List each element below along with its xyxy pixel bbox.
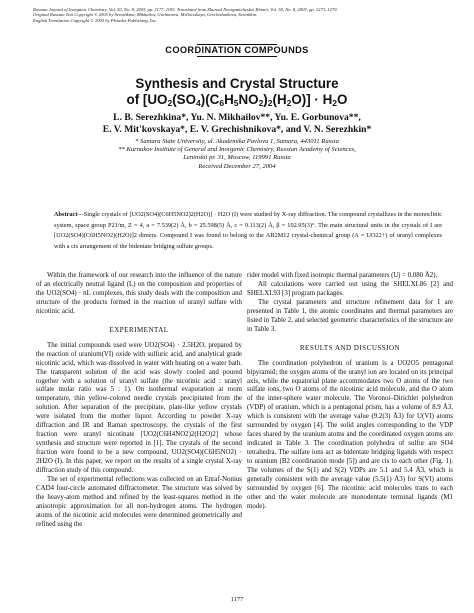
paper-title-line-1: Synthesis and Crystal Structure xyxy=(135,76,339,91)
authors xyxy=(0,112,474,135)
page-number: 1177 xyxy=(230,596,244,603)
intro-paragraph: Within the framework of our research into the influence of the nature of an electrically neutral ligand (L) on the composition and properties of the UO2(SO4) · nL complexes, this study deals with the composition and structure of the products formed in the reaction of uranyl sulfate with nicotinic acid. xyxy=(36,272,242,315)
right-column xyxy=(247,272,453,512)
section-kind: COORDINATION COMPOUNDS xyxy=(165,45,309,55)
journal-header-line-1: Russian Journal of Inorganic Chemistry, Vol. 50, No. 8, 2005, pp. 1177–1183. Translated from Zhurnal Neorganicheskoi Khimii, Vol. 50, No. 8, 2005, pp. 1273–1279. xyxy=(33,7,338,12)
experimental-paragraph-2: The set of experimental reflections was collected on an Enraf-Nonius CAD4 four-circle automated diffractometer. The structure was solved by the heavy-atom method and refined by the least-squares method in the anisotropic approximation for all non-hydrogen atoms. The hydrogen atoms of the nicotinic acid molecules were determined geometrically and refined using the xyxy=(36,476,242,528)
results-paragraph: The coordination polyhedron of uranium is a UO2O5 pentagonal bipyramid; the oxygen atoms of the uranyl ion are located on its principal axis, while the equatorial plane accommodates two O atoms of the two sulfate ions, two O atoms of the nicotinic acid molecule, and the O atom of the inner-sphere water molecule. The Voronoi–Dirichlet polyhedron (VDP) of uranium, which is a pentagonal prism, has a volume of 8.9 Å3, which is consistent with the average value (9.2(3) Å3) for U(VI) atoms surrounded by oxygen [4]. The solid angles corresponding to the VDP faces shared by the uranium atoms and the coordinated oxygen atoms are indicated in Table 3. The coordination polyhedra of sulfur are SO4 tetrahedra. The sulfate ions act as bidentate bridging ligands with respect to uranium (B2 coordination mode [5]) and are cis to each other (Fig. 1). The volumes of the S(1) and S(2) VDPs are 5.1 and 5.4 Å3, which is generally consistent with the average value (5.5(1) Å3) for S(VI) atoms surrounded by oxygen [6]. The nicotinic acid molecules trans to each other and the water molecule are monodentate terminal ligands (M1 mode). xyxy=(247,359,453,510)
calculations-paragraph: All calculations were carried out using the SHELXL86 [2] and SHELXL93 [3] program packages. xyxy=(247,280,453,297)
received-date: Received December 27, 2004 xyxy=(198,162,276,170)
authors-line-2: E. V. Mit'kovskaya*, E. V. Grechishnikova*, and V. N. Serezhkin* xyxy=(102,123,372,135)
rider-model-paragraph: rider model with fixed isotropic thermal parameters (Uj = 0.080 Å2). xyxy=(247,272,438,279)
authors-line-1: L. B. Serezhkina*, Yu. N. Mikhailov**, Yu. E. Gorbunova**, xyxy=(113,112,361,123)
affiliation-2: ** Kurnakov Institute of General and Inorganic Chemistry, Russian Academy of Sciences, xyxy=(118,146,356,154)
journal-header xyxy=(33,7,453,23)
section-rule-bottom xyxy=(197,56,277,57)
experimental-paragraph-1: The initial compounds used were UO2(SO4) · 2.5H2O, prepared by the reaction of uranium(VI) oxide with sulfuric acid, and analytical grade nicotinic acid, which was dissolved in water with heating on a water bath. The transparent solution of the acid was slowly cooled and poured together with a solution of uranyl sulfate (the nicotinic acid : uranyl sulfate molar ratio was 5 : 1). On isothermal evaporation at room temperature, thin yellow-colored needle crystals precipitated from the solution. After separation of the precipitate, plate-like yellow crystals were isolated from the mother liquor. According to powder X-ray diffraction and IR and Raman spectroscopy, the crystals of the first fraction were uranyl nicotinate [UO2(C6H4NO2)2(H2O)2] whose synthesis and structure were reported in [1]. The crystals of the second fraction were found to be a new compound, UO2(SO4)(C6H5NO2) · 2H2O (I). In this paper, we report on the results of a single crystal X-ray diffraction study of this compound. xyxy=(36,341,242,475)
left-column xyxy=(36,272,242,530)
abstract-label: Abstract xyxy=(54,211,78,218)
affiliations xyxy=(0,138,474,171)
affiliation-2-address: Leninskii pr. 31, Moscow, 119991 Russia xyxy=(183,154,291,162)
journal-header-line-3: English Translation Copyright © 2005 by Pleiades Publishing, Inc. xyxy=(33,17,157,23)
abstract-text: —Single crystals of [UO2(SO4)(C6H5NO2)2(H2O)] · H2O (I) were studied by X-ray diffraction. The compound crystallizes in the monoclinic system, space group P21/m, Z = 4, a = 7.539(2) Å, b = 25.598(5) Å, c = 9.113(2) Å, β = 102.95(3)°. The main structural units in the crystals of I are [UO2(SO4)(C6H5NO2)(H2O)]2 dimers. Compound I was found to belong to the AB2M12 crystal-chemical group (A = UO22+) of uranyl complexes with a cis arrangement of the bidentate bridging sulfate groups. xyxy=(54,211,442,250)
results-heading: RESULTS AND DISCUSSION xyxy=(299,343,401,352)
journal-header-line-2: Original Russian Text Copyright © 2005 by Serezhkina, Mikhailov, Gorbunova, Mit'kovskaya, Grechishnikova, Serezhkin. xyxy=(33,12,258,18)
tables-paragraph: The crystal parameters and structure refinement data for I are presented in Table 1, the atomic coordinates and thermal parameters are listed in Table 2, and selected geometric characteristics of the structure are in Table 3. xyxy=(247,298,453,333)
affiliation-1: * Samara State University, ul. Akademika Pavlova 1, Samara, 443011 Russia xyxy=(135,138,339,145)
paper-title-line-2: of $[UO_2(SO_4)(C_6H_5NO_2)_2(H_2O)] \cdot H_2O$ xyxy=(126,92,348,108)
experimental-heading: EXPERIMENTAL xyxy=(109,325,169,334)
abstract xyxy=(54,210,442,252)
